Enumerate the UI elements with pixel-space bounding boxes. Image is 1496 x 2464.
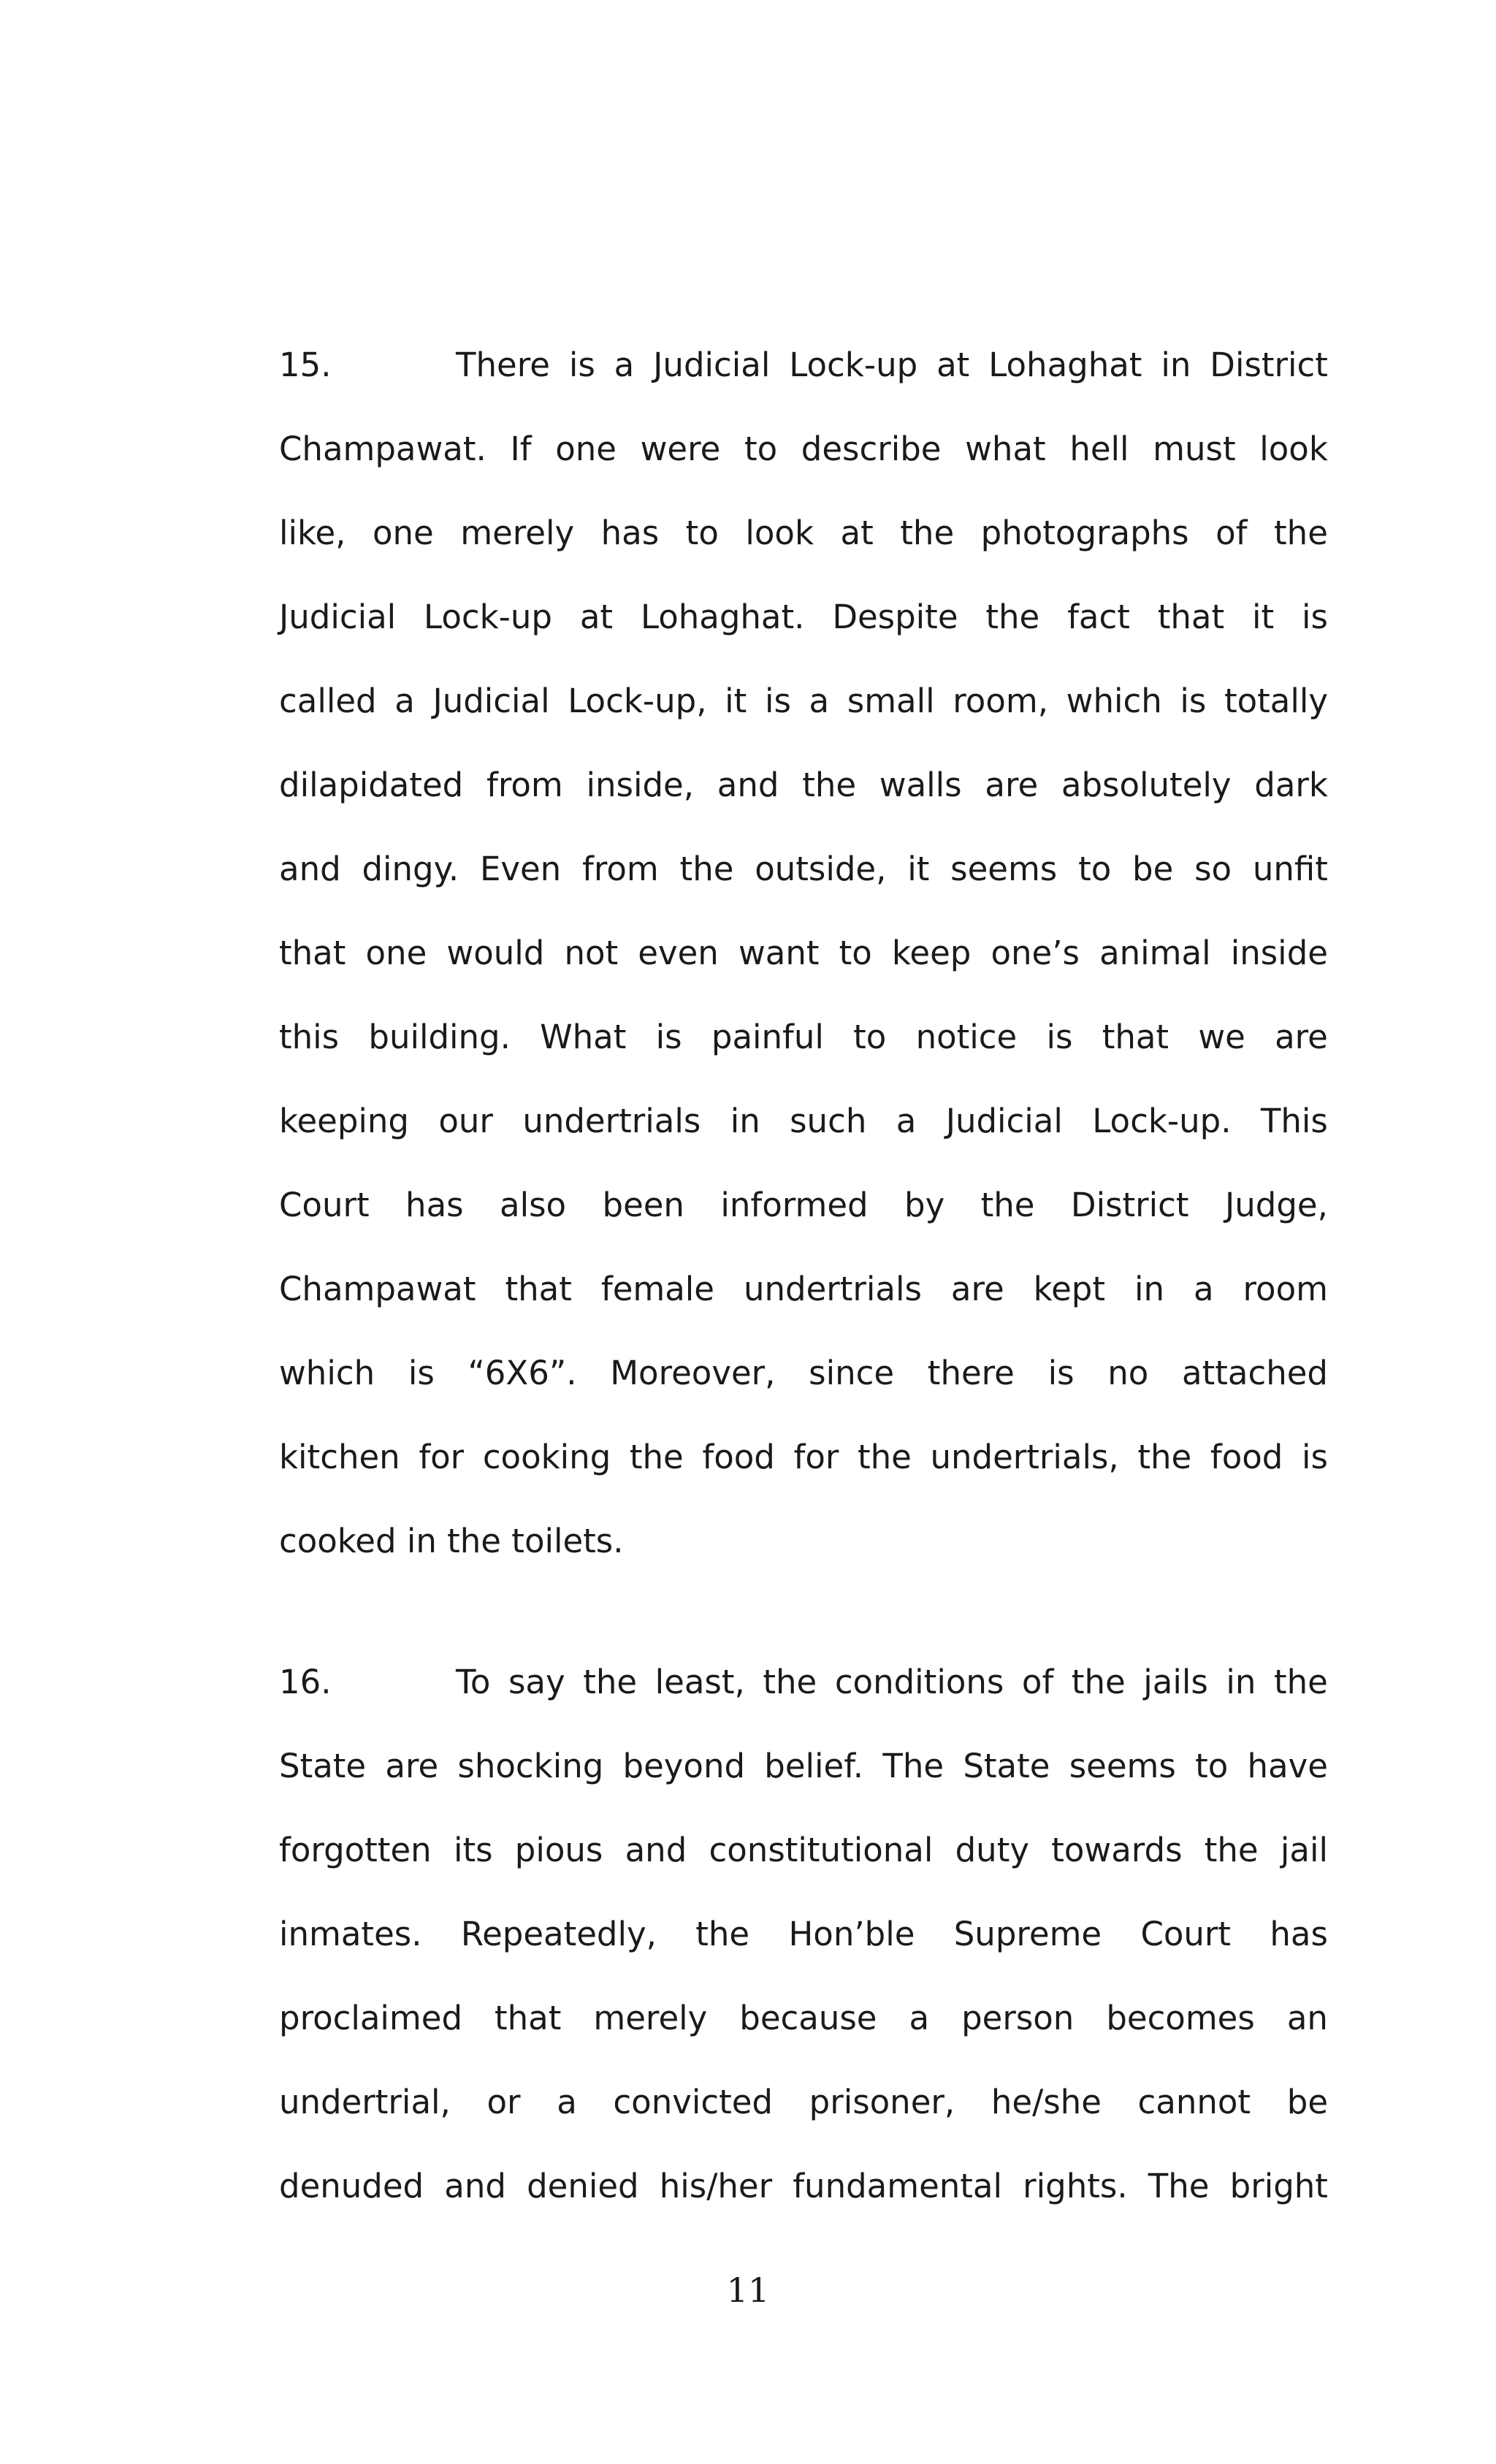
word: the [802,766,857,804]
text-line [279,407,1328,491]
word: Repeatedly, [460,1915,657,1953]
word: Judicial [432,682,550,720]
word: that [1157,598,1225,636]
word: is [1301,1438,1328,1476]
word: beyond [622,1747,746,1785]
word: of [1216,514,1248,552]
word: he/she [991,2083,1102,2121]
page-number: 11 [726,2270,770,2310]
word: that [1102,1018,1169,1056]
word: painful [711,1018,824,1056]
word: Champawat. [279,430,486,468]
word: rights. [1023,2167,1128,2205]
word: State [279,1747,367,1785]
paragraph-number: 15. [279,346,332,384]
word: the [695,1915,750,1953]
word: kitchen [279,1438,400,1476]
word: such [790,1102,867,1140]
word: this [279,1018,340,1056]
word: at [579,598,614,636]
paragraph-number: 16. [279,1663,332,1701]
word: informed [720,1186,869,1224]
word: are [950,1270,1004,1308]
word: absolutely [1061,766,1232,804]
text-line [279,911,1328,995]
word: Champawat [279,1270,476,1308]
word: one [555,430,617,468]
word: the [1204,1831,1259,1869]
word: were [640,430,721,468]
word: his/her [659,2167,773,2205]
word: seems [950,850,1058,888]
word: to [685,514,719,552]
word: merely [460,514,575,552]
word: denuded [279,2167,424,2205]
word: small [847,682,935,720]
word: describe [801,430,942,468]
word: is [1180,682,1207,720]
word: undertrials [743,1270,922,1308]
word: one [372,514,434,552]
word: is [1046,1018,1073,1056]
word: that [495,1999,562,2037]
word: from [486,766,563,804]
word: Lock-up, [568,682,707,720]
word: say [508,1663,565,1701]
word: There [456,346,550,384]
word: from [582,850,659,888]
word: the [1071,1663,1126,1701]
word: the [900,514,955,552]
word: at [840,514,874,552]
word: seems [1069,1747,1176,1785]
word: walls [879,766,962,804]
word: bright [1229,2167,1328,2205]
word: the [629,1438,684,1476]
text-line [279,1247,1328,1331]
text-line [279,323,1328,407]
word: notice [915,1018,1018,1056]
word: a [394,682,415,720]
word: at [936,346,970,384]
word: a [614,346,635,384]
word: Even [479,850,562,888]
word: towards [1051,1831,1183,1869]
word: food [702,1438,775,1476]
word: keep [891,934,972,972]
word: in [1161,346,1191,384]
word: dilapidated [279,766,464,804]
text-line [279,1640,1328,1724]
word: its [453,1831,493,1869]
word: constitutional [709,1831,934,1869]
word: animal [1099,934,1211,972]
word: to [839,934,872,972]
word: person [961,1999,1075,2037]
word: the [1274,1663,1328,1701]
word: is [408,1354,435,1392]
text-line [279,995,1328,1079]
word: merely [593,1999,708,2037]
word: so [1194,850,1232,888]
word: is [568,346,595,384]
word: or [486,2083,521,2121]
word: a [896,1102,917,1140]
word: the [980,1186,1035,1224]
word: unfit [1252,850,1328,888]
text-line [279,2060,1328,2144]
word: District [1210,346,1328,384]
text-line [279,575,1328,659]
word: the [985,598,1040,636]
word: inmates. [279,1915,422,1953]
word: least, [654,1663,745,1701]
word: it [1252,598,1275,636]
paragraph-15 [279,323,1328,1583]
first-line-words [456,1640,1328,1724]
word: to [744,430,778,468]
word: to [853,1018,887,1056]
word: totally [1224,682,1328,720]
word: Lock-up [789,346,918,384]
word: outside, [755,850,887,888]
word: room [1243,1270,1328,1308]
word: undertrials, [930,1438,1119,1476]
word: Supreme [953,1915,1102,1953]
word: and [625,1831,687,1869]
word: are [1275,1018,1328,1056]
word: is [764,682,791,720]
word: it [907,850,930,888]
word: of [1021,1663,1054,1701]
word: and [444,2167,506,2205]
word: Judicial [279,598,397,636]
word: also [500,1186,567,1224]
word: look [745,514,814,552]
word: for [419,1438,465,1476]
word: a [909,1999,930,2037]
word: The [882,1747,944,1785]
word: jail [1280,1831,1328,1869]
word: forgotten [279,1831,432,1869]
word: has [600,514,660,552]
text-line [279,1415,1328,1499]
word: Despite [832,598,958,636]
word: belief. [764,1747,864,1785]
word: This [1260,1102,1328,1140]
text-line [279,1079,1328,1163]
word: Lock-up [424,598,552,636]
word: and [279,850,341,888]
word: food [1210,1438,1283,1476]
word: even [638,934,719,972]
word: State [963,1747,1050,1785]
word: want [738,934,820,972]
word: dark [1254,766,1328,804]
word: the [679,850,734,888]
word: no [1107,1354,1149,1392]
word: the [857,1438,912,1476]
word: Judicial [945,1102,1063,1140]
word: a [809,682,830,720]
word: kept [1033,1270,1106,1308]
word: denied [527,2167,639,2205]
word: inside [1230,934,1328,972]
word: the [1274,514,1328,552]
word: a [557,2083,577,2121]
word: what [965,430,1046,468]
word: proclaimed [279,1999,463,2037]
text-line [279,491,1328,575]
word: the [763,1663,817,1701]
text-line [279,827,1328,911]
text-line [279,1976,1328,2060]
word: pious [514,1831,603,1869]
word: to [1078,850,1112,888]
word: Lock-up. [1092,1102,1232,1140]
word: Court [279,1186,370,1224]
word: undertrial, [279,2083,451,2121]
word: is [655,1018,682,1056]
word: “6X6”. [468,1354,577,1392]
word: and [717,766,779,804]
word: cooked in the toilets. [279,1522,624,1560]
word: that [505,1270,572,1308]
text-line [279,659,1328,743]
text-line [279,1724,1328,1808]
word: Lohaghat. [640,598,805,636]
word: which [1066,682,1162,720]
word: The [1148,2167,1210,2205]
word: be [1132,850,1174,888]
first-line-words [456,323,1328,407]
word: been [602,1186,684,1224]
word: fact [1067,598,1130,636]
word: since [809,1354,895,1392]
word: cannot [1137,2083,1251,2121]
word: Hon’ble [788,1915,915,1953]
word: Judge, [1224,1186,1328,1224]
word: conditions [834,1663,1004,1701]
word: attached [1182,1354,1328,1392]
word: are [985,766,1039,804]
word: has [405,1186,464,1224]
word: Moreover, [610,1354,776,1392]
word: shocking [457,1747,604,1785]
word: hell [1069,430,1129,468]
word: prisoner, [809,2083,955,2121]
word: becomes [1106,1999,1255,2037]
text-line [279,1331,1328,1415]
word: be [1286,2083,1328,2121]
paragraph-16 [279,1640,1328,2228]
word: in [730,1102,760,1140]
text-line [279,1892,1328,1976]
word: cooking [482,1438,611,1476]
text-line [279,1163,1328,1247]
word: building. [368,1018,511,1056]
word: photographs [980,514,1189,552]
word: room, [953,682,1048,720]
word: the [1137,1438,1192,1476]
word: to [1195,1747,1229,1785]
word: an [1286,1999,1328,2037]
word: which [279,1354,375,1392]
word: District [1070,1186,1189,1224]
word: for [793,1438,839,1476]
word: a [1193,1270,1214,1308]
text-line [279,743,1328,827]
word: inside, [586,766,695,804]
word: because [739,1999,877,2037]
word: like, [279,514,346,552]
word: must [1153,430,1236,468]
word: in [1226,1663,1256,1701]
word: Court [1140,1915,1232,1953]
word: keeping [279,1102,409,1140]
word: female [600,1270,714,1308]
word: one’s [991,934,1080,972]
word: by [904,1186,945,1224]
word: To [456,1663,491,1701]
word: What [540,1018,627,1056]
word: duty [955,1831,1029,1869]
word: Judicial [653,346,771,384]
word: there [927,1354,1015,1392]
word: one [365,934,427,972]
word: our [438,1102,493,1140]
word: have [1247,1747,1328,1785]
word: it [725,682,747,720]
word: Lohaghat [988,346,1142,384]
word: dingy. [362,850,459,888]
text-line [279,1499,1328,1583]
word: the [583,1663,638,1701]
word: jails [1143,1663,1208,1701]
text-line [279,1808,1328,1892]
word: in [1134,1270,1165,1308]
word: convicted [613,2083,773,2121]
word: If [510,430,532,468]
word: would [446,934,545,972]
word: is [1047,1354,1075,1392]
word: are [385,1747,439,1785]
word: we [1198,1018,1245,1056]
word: undertrials [522,1102,701,1140]
word: called [279,682,377,720]
word: fundamental [793,2167,1003,2205]
word: not [564,934,619,972]
word: that [279,934,346,972]
word: is [1302,598,1328,636]
word: has [1270,1915,1328,1953]
word: look [1259,430,1328,468]
text-line [279,2144,1328,2228]
